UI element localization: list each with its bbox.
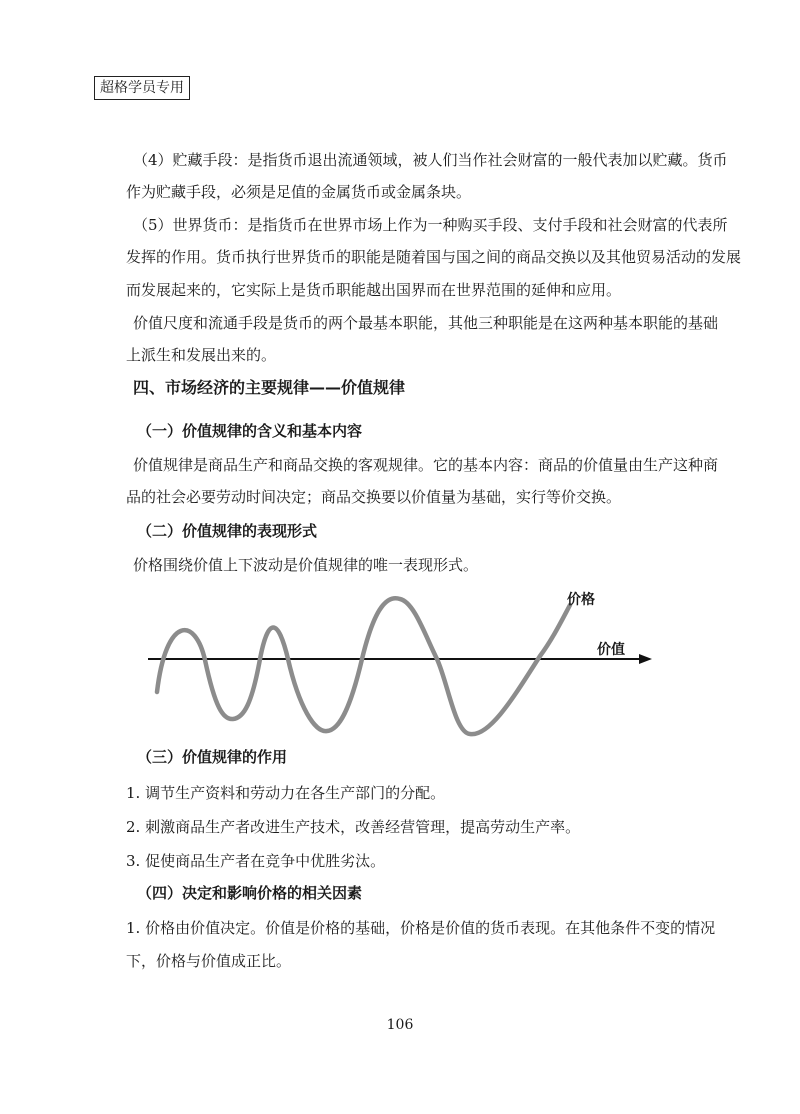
list-item: 2. 刺激商品生产者改进生产技术，改善经营管理，提高劳动生产率。 (126, 818, 581, 836)
arrow-icon (639, 654, 652, 664)
paragraph-line: 价格围绕价值上下波动是价值规律的唯一表现形式。 (133, 556, 479, 574)
header-tag: 超格学员专用 (94, 76, 190, 100)
subsection-heading: （三）价值规律的作用 (137, 748, 288, 766)
page-number: 106 (386, 1017, 414, 1033)
price-label: 价格 (567, 592, 595, 608)
value-label: 价值 (597, 642, 625, 658)
section-heading: 四、市场经济的主要规律——价值规律 (133, 378, 406, 397)
subsection-heading: （二）价值规律的表现形式 (137, 522, 318, 540)
list-item: 3. 促使商品生产者在竞争中优胜劣汰。 (126, 852, 386, 870)
paragraph-line: （5）世界货币：是指货币在世界市场上作为一种购买手段、支付手段和社会财富的代表所 (133, 216, 728, 234)
paragraph-line: 下，价格与价值成正比。 (126, 952, 292, 970)
paragraph-line: 发挥的作用。货币执行世界货币的职能是随着国与国之间的商品交换以及其他贸易活动的发展 (126, 248, 742, 266)
paragraph-line: 1. 价格由价值决定。价值是价格的基础，价格是价值的货币表现。在其他条件不变的情况 (126, 919, 716, 937)
paragraph-line: 价值尺度和流通手段是货币的两个最基本职能，其他三种职能是在这两种基本职能的基础 (133, 314, 719, 332)
paragraph-line: 作为贮藏手段，必须是足值的金属货币或金属条块。 (126, 183, 472, 201)
subsection-heading: （四）决定和影响价格的相关因素 (137, 884, 363, 902)
paragraph-line: 上派生和发展出来的。 (126, 346, 277, 364)
paragraph-line: 品的社会必要劳动时间决定；商品交换要以价值量为基础，实行等价交换。 (126, 488, 622, 506)
paragraph-line: （4）贮藏手段：是指货币退出流通领域，被人们当作社会财富的一般代表加以贮藏。货币 (133, 151, 728, 169)
subsection-heading: （一）价值规律的含义和基本内容 (137, 422, 363, 440)
paragraph-line: 价值规律是商品生产和商品交换的客观规律。它的基本内容：商品的价值量由生产这种商 (133, 456, 719, 474)
price-wave (157, 598, 570, 734)
list-item: 1. 调节生产资料和劳动力在各生产部门的分配。 (126, 784, 446, 802)
paragraph-line: 而发展起来的，它实际上是货币职能越出国界而在世界范围的延伸和应用。 (126, 281, 622, 299)
